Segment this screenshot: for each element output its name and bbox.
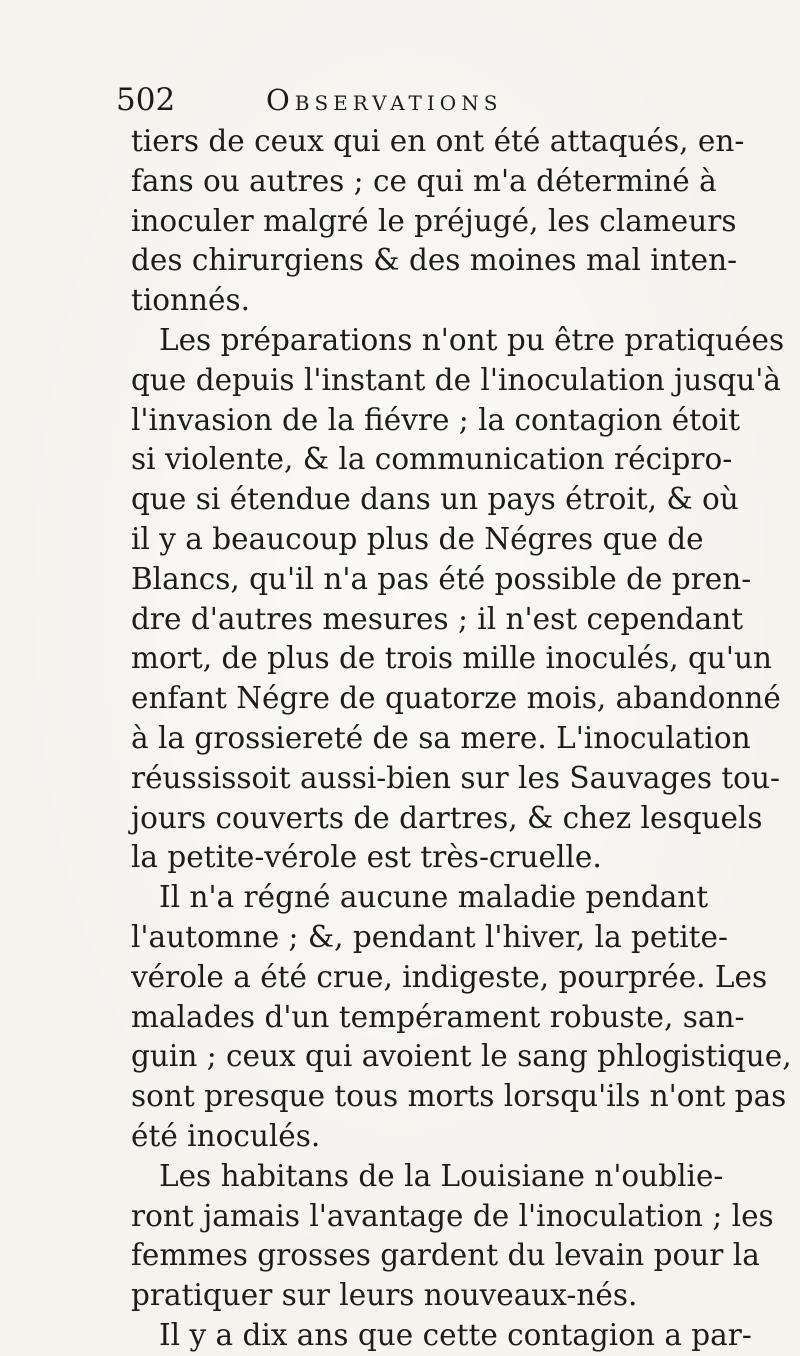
text-line: à la grossiereté de sa mere. L'inoculation (131, 720, 751, 755)
text-line: malades d'un tempérament robuste, san- (131, 999, 745, 1034)
text-line: fans ou autres ; ce qui m'a déterminé à (131, 163, 717, 198)
text-line: que depuis l'instant de l'inoculation jusqu'à (131, 362, 781, 397)
text-line: réussissoit aussi-bien sur les Sauvages tou- (131, 760, 780, 795)
text-line: tionnés. (131, 283, 251, 318)
text-line: été inoculés. (131, 1118, 321, 1153)
text-line: des chirurgiens & des moines mal inten- (131, 243, 738, 278)
text-line: pratiquer sur leurs nouveaux-nés. (131, 1278, 638, 1313)
text-line: Les préparations n'ont pu être pratiquées (159, 322, 785, 357)
text-line: si violente, & la communication récipro- (131, 442, 733, 477)
text-line: guin ; ceux qui avoient le sang phlogistique, (131, 1039, 792, 1074)
text-line: femmes grosses gardent du levain pour la (131, 1238, 760, 1273)
text-line: Blancs, qu'il n'a pas été possible de pren- (131, 561, 752, 596)
text-line: inoculer malgré le préjugé, les clameurs (131, 203, 737, 238)
text-line: vérole a été crue, indigeste, pourprée. Les (131, 959, 768, 994)
body-text (131, 122, 792, 1356)
text-line: l'automne ; &, pendant l'hiver, la petite- (131, 919, 728, 954)
text-line: sont presque tous morts lorsqu'ils n'ont pas (131, 1079, 787, 1114)
text-line: jours couverts de dartres, & chez lesquels (131, 800, 763, 835)
text-line: Les habitans de la Louisiane n'oublie- (159, 1158, 724, 1193)
text-line: ront jamais l'avantage de l'inoculation ; les (131, 1198, 774, 1233)
text-line: mort, de plus de trois mille inoculés, qu'un (131, 641, 772, 676)
text-line: que si étendue dans un pays étroit, & où (131, 482, 739, 517)
text-line: il y a beaucoup plus de Négres que de (131, 521, 704, 556)
text-line: Il y a dix ans que cette contagion a par- (159, 1317, 752, 1352)
text-line: dre d'autres mesures ; il n'est cependant (131, 601, 744, 636)
text-line: l'invasion de la fiévre ; la contagion étoit (131, 402, 741, 437)
text-line: tiers de ceux qui en ont été attaqués, en- (131, 124, 745, 158)
running-head (116, 78, 676, 122)
text-line: la petite-vérole est très-cruelle. (131, 840, 602, 875)
text-line: enfant Négre de quatorze mois, abandonné (131, 681, 781, 716)
text-line: Il n'a régné aucune maladie pendant (159, 880, 709, 915)
running-title: Observations (266, 83, 503, 117)
page-number: 502 (116, 82, 176, 118)
